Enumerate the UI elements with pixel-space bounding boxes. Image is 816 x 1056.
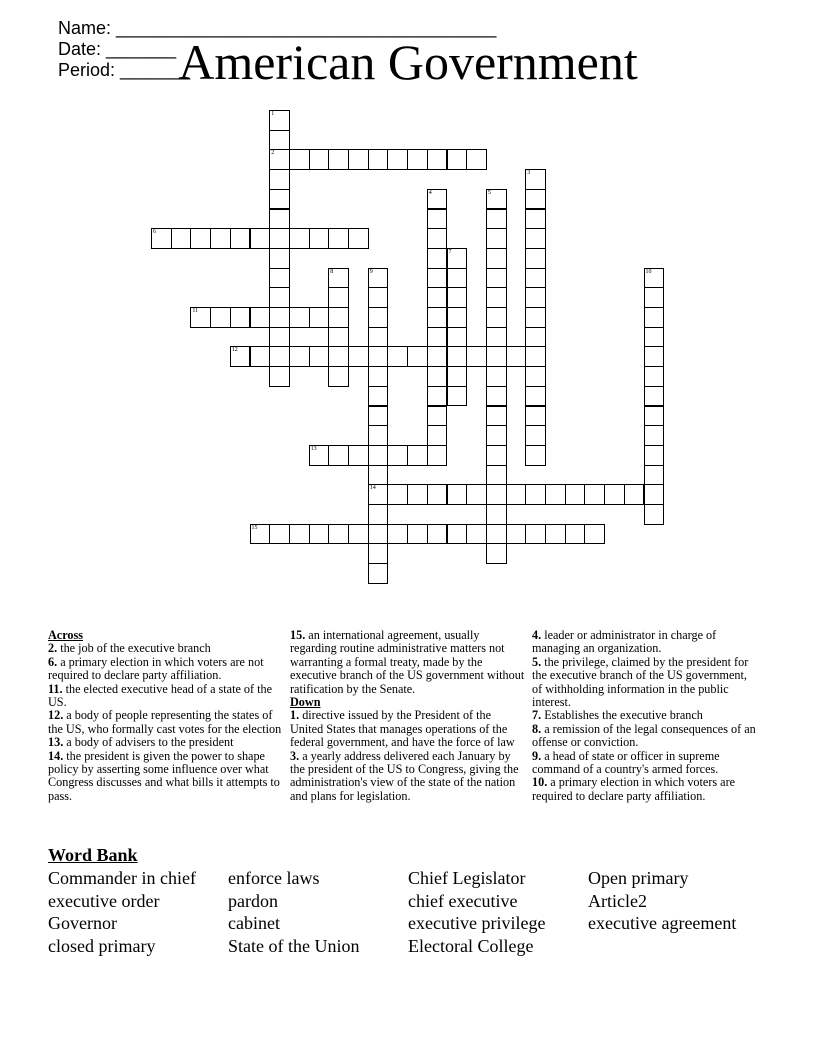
clue-item-number: 2. (48, 641, 58, 656)
word-bank-column (228, 867, 359, 957)
clue-item-text: the president is given the power to shape policy by asserting some influence over what Congress discusses and what bills it attempts to pass. (48, 748, 280, 803)
crossword-cell[interactable] (289, 149, 310, 170)
crossword-cell[interactable] (644, 465, 665, 486)
word-bank-item: Commander in chief (48, 868, 196, 888)
crossword-cell[interactable] (269, 228, 290, 249)
clue-item-text: a remission of the legal consequences of an offense or conviction. (532, 721, 756, 750)
clue-item-number: 1. (290, 708, 300, 723)
crossword-cell[interactable] (387, 445, 408, 466)
crossword-cell[interactable] (190, 307, 211, 328)
crossword-cell[interactable] (525, 406, 546, 427)
clue-item (48, 709, 283, 736)
crossword-cell[interactable] (348, 445, 369, 466)
crossword-cell[interactable] (368, 406, 389, 427)
crossword-cell[interactable] (387, 346, 408, 367)
clue-item-text: a primary election in which voters are not required to declare party affiliation. (48, 654, 264, 683)
crossword-cell[interactable] (584, 524, 605, 545)
crossword-cell[interactable] (269, 248, 290, 269)
clue-item-text: a yearly address delivered each January by the president of the US to Congress, giving the administration's view of the state of the nation and plans for legislation. (290, 748, 519, 803)
crossword-cell[interactable] (309, 149, 330, 170)
crossword-cell[interactable] (368, 465, 389, 486)
clues-column-2 (290, 629, 525, 803)
clue-number: 12 (231, 347, 238, 354)
word-bank-item: enforce laws (228, 868, 320, 888)
clue-item-text: a body of people representing the states of the US, who formally cast votes for the election (48, 708, 282, 736)
crossword-cell[interactable] (368, 268, 389, 289)
crossword-cell[interactable] (309, 346, 330, 367)
crossword-cell[interactable] (250, 307, 271, 328)
clue-item-text: directive issued by the President of the United States that manages operations of the federal government, and have the force of law (290, 708, 515, 750)
clue-item-number: 10. (532, 775, 548, 790)
crossword-cell[interactable] (486, 406, 507, 427)
clue-item-number: 14. (48, 748, 64, 763)
crossword-cell[interactable] (525, 228, 546, 249)
word-bank-item: pardon (228, 890, 278, 911)
crossword-cell[interactable] (190, 228, 211, 249)
word-bank-item: executive privilege (408, 913, 546, 934)
word-bank-column (408, 867, 545, 957)
clue-number: 2 (271, 150, 275, 157)
clue-item-text: a head of state or officer in supreme command of a country's armed forces. (532, 748, 720, 777)
clue-item (532, 776, 757, 803)
clue-item-number: 3. (290, 748, 300, 763)
crossword-cell[interactable] (604, 484, 625, 505)
word-bank-item: State of the Union (228, 935, 360, 956)
crossword-cell[interactable] (269, 169, 290, 190)
crossword-cell[interactable] (447, 327, 468, 348)
crossword-cell[interactable] (328, 445, 349, 466)
crossword-cell[interactable] (328, 149, 349, 170)
clue-number: 11 (192, 308, 199, 314)
crossword-cell[interactable] (309, 307, 330, 328)
crossword-cell[interactable] (269, 189, 290, 210)
clue-item (48, 642, 283, 655)
clue-item-number: 9. (532, 748, 542, 763)
word-bank-item: Electoral College (408, 935, 534, 956)
clue-item-text: the job of the executive branch (57, 641, 211, 656)
crossword-cell[interactable] (447, 149, 468, 170)
crossword-cell[interactable] (486, 346, 507, 367)
word-bank-item: cabinet (228, 913, 280, 934)
crossword-cell[interactable] (486, 327, 507, 348)
crossword-cell[interactable] (368, 346, 389, 367)
word-bank-item: Article2 (588, 890, 647, 911)
crossword-cell[interactable] (506, 346, 527, 367)
clue-item-text: an international agreement, usually regarding routine administrative matters not warranting a formal treaty, made by the executive branch of the US government without ratification by the Senate. (290, 628, 525, 696)
word-bank-item: Chief Legislator (408, 868, 526, 888)
crossword-cell[interactable] (525, 189, 546, 210)
clue-item-text: a body of advisers to the president (63, 735, 234, 750)
crossword-cell[interactable] (525, 524, 546, 545)
crossword-cell[interactable] (250, 524, 271, 545)
clue-number: 15 (251, 524, 258, 531)
crossword-cell[interactable] (525, 445, 546, 466)
clue-item (532, 656, 757, 710)
crossword-cell[interactable] (427, 209, 448, 230)
word-bank-item: executive agreement (588, 913, 737, 934)
crossword-cell[interactable] (269, 524, 290, 545)
crossword-cell[interactable] (328, 366, 349, 387)
crossword-cell[interactable] (525, 248, 546, 269)
clues-column-3 (532, 629, 757, 803)
crossword-cell[interactable] (644, 406, 665, 427)
crossword-cell[interactable] (328, 228, 349, 249)
word-bank-column (48, 867, 196, 957)
crossword-cell[interactable] (368, 287, 389, 308)
crossword-cell[interactable] (269, 287, 290, 308)
crossword-cell[interactable] (545, 524, 566, 545)
crossword-cell[interactable] (525, 169, 546, 190)
crossword-cell[interactable] (466, 484, 487, 505)
crossword-cell[interactable] (328, 268, 349, 289)
crossword-cell[interactable] (506, 484, 527, 505)
crossword-cell[interactable] (309, 524, 330, 545)
crossword-cell[interactable] (427, 268, 448, 289)
clues-heading: Across (48, 628, 83, 642)
clue-item-text: Establishes the executive branch (541, 708, 703, 723)
crossword-cell[interactable] (525, 209, 546, 230)
crossword-cell[interactable] (230, 346, 251, 367)
crossword-cell[interactable] (525, 366, 546, 387)
clue-item-number: 4. (532, 628, 542, 642)
crossword-cell[interactable] (387, 524, 408, 545)
crossword-cell[interactable] (328, 287, 349, 308)
clue-item-number: 11. (48, 681, 63, 696)
crossword-cell[interactable] (427, 406, 448, 427)
crossword-cell[interactable] (368, 425, 389, 446)
clues-column-1 (48, 629, 283, 803)
crossword-cell[interactable] (269, 268, 290, 289)
crossword-cell[interactable] (368, 307, 389, 328)
crossword-cell[interactable] (368, 327, 389, 348)
crossword-cell[interactable] (486, 209, 507, 230)
crossword-cell[interactable] (525, 386, 546, 407)
crossword-cell[interactable] (289, 524, 310, 545)
clue-item-number: 12. (48, 708, 64, 723)
crossword-cell[interactable] (644, 287, 665, 308)
crossword-cell[interactable] (427, 327, 448, 348)
crossword-cell[interactable] (427, 524, 448, 545)
crossword-cell[interactable] (644, 327, 665, 348)
crossword-cell[interactable] (368, 524, 389, 545)
crossword-cell[interactable] (525, 346, 546, 367)
crossword-cell[interactable] (644, 484, 665, 505)
crossword-cell[interactable] (230, 228, 251, 249)
crossword-cell[interactable] (289, 228, 310, 249)
crossword-cell[interactable] (447, 248, 468, 269)
crossword-cell[interactable] (525, 327, 546, 348)
crossword-cell[interactable] (565, 484, 586, 505)
crossword-cell[interactable] (210, 228, 231, 249)
crossword-cell[interactable] (644, 445, 665, 466)
crossword-cell[interactable] (368, 484, 389, 505)
word-bank-item: Governor (48, 913, 117, 934)
crossword-cell[interactable] (269, 209, 290, 230)
crossword-cell[interactable] (171, 228, 192, 249)
crossword-cell[interactable] (407, 149, 428, 170)
clue-item-text: the elected executive head of a state of the US. (48, 681, 273, 710)
crossword-cell[interactable] (644, 366, 665, 387)
crossword-cell[interactable] (348, 149, 369, 170)
crossword-cell[interactable] (486, 268, 507, 289)
crossword-cell[interactable] (486, 248, 507, 269)
crossword-cell[interactable] (427, 248, 448, 269)
crossword-cell[interactable] (387, 484, 408, 505)
clue-number: 8 (330, 268, 334, 275)
crossword-cell[interactable] (368, 504, 389, 525)
crossword-cell[interactable] (486, 504, 507, 525)
crossword-cell[interactable] (525, 287, 546, 308)
crossword-cell[interactable] (309, 228, 330, 249)
crossword-cell[interactable] (269, 366, 290, 387)
clue-item (290, 750, 525, 804)
crossword-cell[interactable] (368, 563, 389, 584)
clue-item (48, 750, 283, 804)
crossword-cell[interactable] (506, 524, 527, 545)
crossword-cell[interactable] (328, 346, 349, 367)
crossword-cell[interactable] (447, 386, 468, 407)
clue-number: 9 (369, 268, 373, 275)
crossword-cell[interactable] (466, 346, 487, 367)
crossword-cell[interactable] (250, 228, 271, 249)
crossword-cell[interactable] (486, 189, 507, 210)
crossword-cell[interactable] (427, 228, 448, 249)
clue-number: 5 (487, 189, 491, 196)
clue-item (48, 736, 283, 749)
crossword-cell[interactable] (427, 287, 448, 308)
clue-item (532, 750, 757, 777)
clue-item-number: 13. (48, 735, 64, 750)
crossword-cell[interactable] (328, 307, 349, 328)
crossword-cell[interactable] (486, 465, 507, 486)
period-field-label[interactable]: Period: _______ (58, 60, 191, 80)
crossword-cell[interactable] (269, 149, 290, 170)
crossword-cell[interactable] (427, 445, 448, 466)
crossword-cell[interactable] (525, 484, 546, 505)
crossword-cell[interactable] (427, 189, 448, 210)
word-bank-title: Word Bank (48, 845, 138, 865)
clue-item (290, 709, 525, 749)
crossword-cell[interactable] (447, 524, 468, 545)
crossword-cell[interactable] (269, 307, 290, 328)
clue-item (532, 629, 757, 656)
crossword-cell[interactable] (427, 366, 448, 387)
crossword-cell[interactable] (348, 228, 369, 249)
clue-number: 3 (527, 170, 531, 177)
word-bank-item: chief executive (408, 890, 518, 911)
clue-item (290, 629, 525, 696)
crossword-cell[interactable] (486, 228, 507, 249)
crossword-cell[interactable] (486, 366, 507, 387)
crossword-cell[interactable] (644, 346, 665, 367)
crossword-cell[interactable] (486, 425, 507, 446)
crossword-cell[interactable] (427, 149, 448, 170)
crossword-cell[interactable] (210, 307, 231, 328)
clue-item-number: 7. (532, 708, 542, 723)
crossword-cell[interactable] (387, 149, 408, 170)
crossword-cell[interactable] (368, 543, 389, 564)
clue-item (532, 723, 757, 750)
crossword-cell[interactable] (644, 268, 665, 289)
clue-number: 4 (428, 189, 432, 196)
crossword-cell[interactable] (269, 110, 290, 131)
word-bank-item: executive order (48, 890, 160, 911)
crossword-cell[interactable] (368, 386, 389, 407)
crossword-cell[interactable] (644, 425, 665, 446)
crossword-cell[interactable] (427, 425, 448, 446)
crossword-cell[interactable] (250, 346, 271, 367)
crossword-cell[interactable] (368, 445, 389, 466)
crossword-cell[interactable] (466, 524, 487, 545)
crossword-cell[interactable] (328, 524, 349, 545)
crossword-cell[interactable] (644, 504, 665, 525)
clue-item-text: a primary election in which voters are required to declare party affiliation. (532, 775, 736, 803)
date-field-label[interactable]: Date: _______ (58, 39, 177, 59)
crossword-cell[interactable] (486, 386, 507, 407)
clue-number: 14 (369, 485, 376, 492)
word-bank-item: closed primary (48, 935, 156, 956)
crossword-cell[interactable] (407, 445, 428, 466)
clue-item-number: 8. (532, 721, 542, 736)
crossword-cell[interactable] (486, 445, 507, 466)
clue-number: 7 (448, 248, 452, 255)
crossword-cell[interactable] (545, 484, 566, 505)
crossword-cell[interactable] (427, 484, 448, 505)
crossword-cell[interactable] (644, 307, 665, 328)
word-bank-column (588, 867, 736, 935)
crossword-cell[interactable] (644, 386, 665, 407)
crossword-cell[interactable] (447, 366, 468, 387)
clue-item-text: the privilege, claimed by the president for the executive branch of the US government, of withholding information in the public interest. (532, 654, 749, 710)
crossword-cell[interactable] (486, 287, 507, 308)
crossword-cell[interactable] (624, 484, 645, 505)
crossword-cell[interactable] (230, 307, 251, 328)
crossword-cell[interactable] (447, 484, 468, 505)
crossword-cell[interactable] (348, 524, 369, 545)
clue-number: 10 (645, 268, 652, 275)
crossword-cell[interactable] (269, 346, 290, 367)
clue-item-text: leader or administrator in charge of managing an organization. (532, 628, 717, 656)
crossword-cell[interactable] (486, 484, 507, 505)
crossword-cell[interactable] (328, 327, 349, 348)
crossword-cell[interactable] (584, 484, 605, 505)
crossword-cell[interactable] (269, 130, 290, 151)
crossword-cell[interactable] (427, 346, 448, 367)
crossword-cell[interactable] (447, 287, 468, 308)
crossword-cell[interactable] (427, 307, 448, 328)
crossword-cell[interactable] (368, 366, 389, 387)
crossword-cell[interactable] (466, 149, 487, 170)
crossword-cell[interactable] (486, 524, 507, 545)
word-bank-item: Open primary (588, 868, 689, 888)
crossword-cell[interactable] (407, 484, 428, 505)
clue-number: 13 (310, 445, 317, 452)
crossword-cell[interactable] (309, 445, 330, 466)
crossword-cell[interactable] (269, 327, 290, 348)
name-field-label[interactable]: Name: ______________________________________ (58, 18, 497, 38)
crossword-cell[interactable] (486, 543, 507, 564)
crossword-cell[interactable] (289, 346, 310, 367)
clue-item (48, 683, 283, 710)
crossword-cell[interactable] (447, 268, 468, 289)
crossword-cell[interactable] (525, 268, 546, 289)
clues-heading: Down (290, 695, 321, 710)
crossword-cell[interactable] (427, 386, 448, 407)
crossword-cell[interactable] (525, 425, 546, 446)
crossword-cell[interactable] (565, 524, 586, 545)
crossword-cell[interactable] (486, 307, 507, 328)
crossword-cell[interactable] (525, 307, 546, 328)
crossword-cell[interactable] (447, 307, 468, 328)
crossword-cell[interactable] (289, 307, 310, 328)
crossword-cell[interactable] (407, 346, 428, 367)
clue-number: 1 (271, 111, 275, 117)
clue-number: 6 (153, 229, 156, 236)
crossword-cell[interactable] (348, 346, 369, 367)
crossword-cell[interactable] (407, 524, 428, 545)
clue-item-number: 6. (48, 654, 58, 669)
crossword-cell[interactable] (151, 228, 172, 249)
clue-item (532, 709, 757, 722)
clue-item-number: 15. (290, 628, 306, 642)
crossword-cell[interactable] (368, 149, 389, 170)
page-title: American Government (178, 34, 638, 90)
clue-item-number: 5. (532, 654, 542, 669)
crossword-cell[interactable] (447, 346, 468, 367)
clue-item (48, 656, 283, 683)
